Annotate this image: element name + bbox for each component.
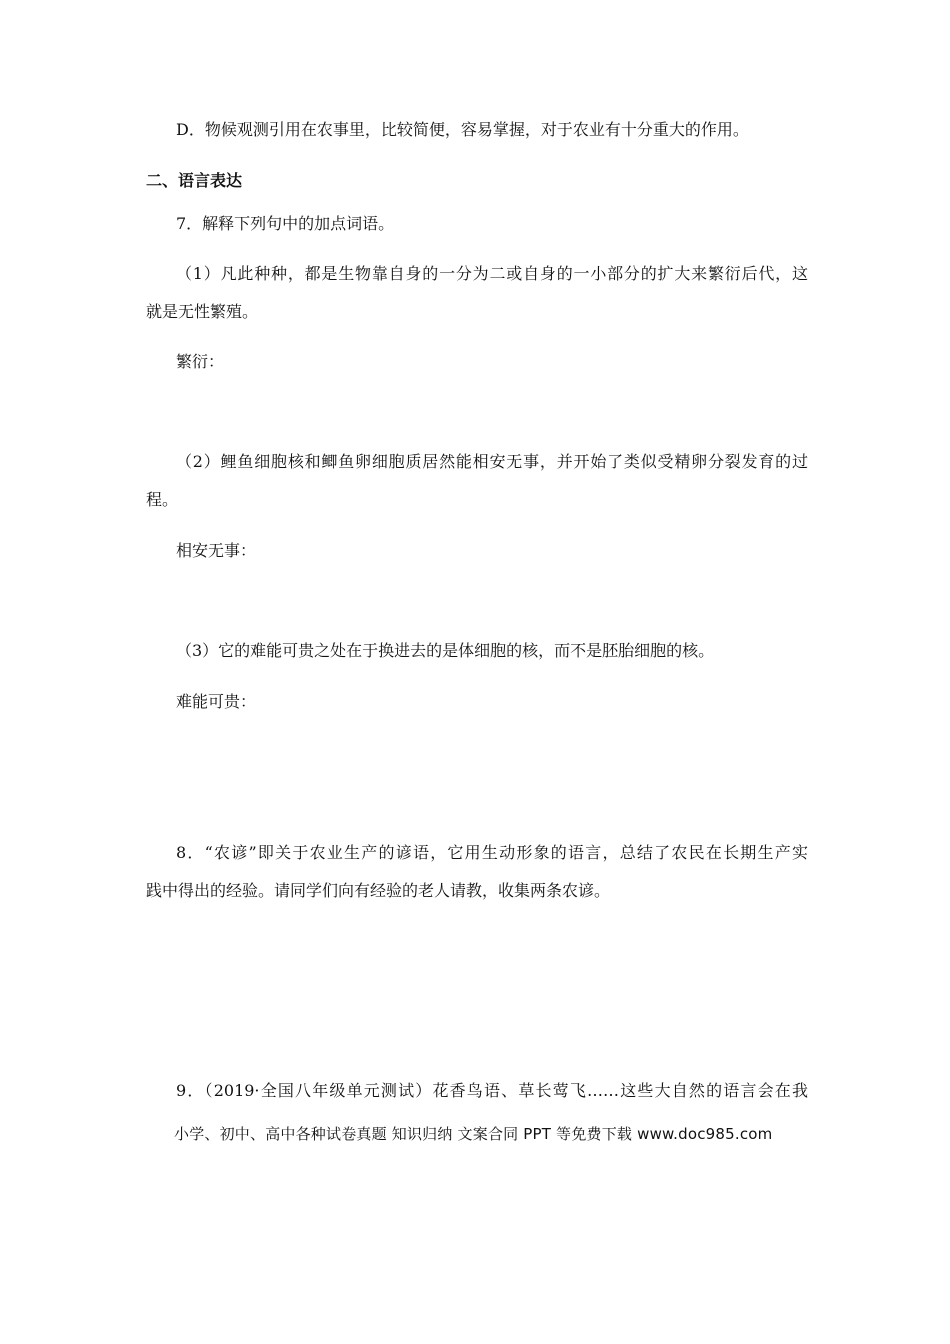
question-7-item-1-term: 繁衍：	[176, 352, 225, 371]
footer-download-note: 小学、初中、高中各种试卷真题 知识归纳 文案合同 PPT 等免费下载 www.doc985.com	[174, 1125, 773, 1143]
question-7-item-2-term: 相安无事：	[176, 541, 257, 560]
question-8-line-1: 8．“农谚”即关于农业生产的谚语，它用生动形象的语言，总结了农民在长期生产实	[176, 843, 808, 862]
question-7-item-3-line-1: （3）它的难能可贵之处在于换进去的是体细胞的核，而不是胚胎细胞的核。	[176, 641, 715, 660]
question-9-line-1: 9．（2019·全国八年级单元测试）花香鸟语、草长莺飞……这些大自然的语言会在我	[176, 1081, 808, 1100]
question-7-item-3-term: 难能可贵：	[176, 692, 257, 711]
question-7-item-1-line-2: 就是无性繁殖。	[146, 302, 259, 321]
question-7-item-1-line-1: （1）凡此种种，都是生物靠自身的一分为二或自身的一小部分的扩大来繁衍后代，这	[176, 264, 808, 283]
section-heading-language-expression: 二、语言表达	[146, 171, 243, 190]
question-7-prompt: 7．解释下列句中的加点词语。	[176, 214, 395, 233]
question-7-item-2-line-1: （2）鲤鱼细胞核和鲫鱼卵细胞质居然能相安无事，并开始了类似受精卵分裂发育的过	[176, 452, 808, 471]
question-7-item-2-line-2: 程。	[146, 490, 179, 509]
option-d: D．物候观测引用在农事里，比较简便，容易掌握，对于农业有十分重大的作用。	[176, 120, 749, 139]
question-8-line-2: 践中得出的经验。请同学们向有经验的老人请教，收集两条农谚。	[146, 881, 611, 900]
